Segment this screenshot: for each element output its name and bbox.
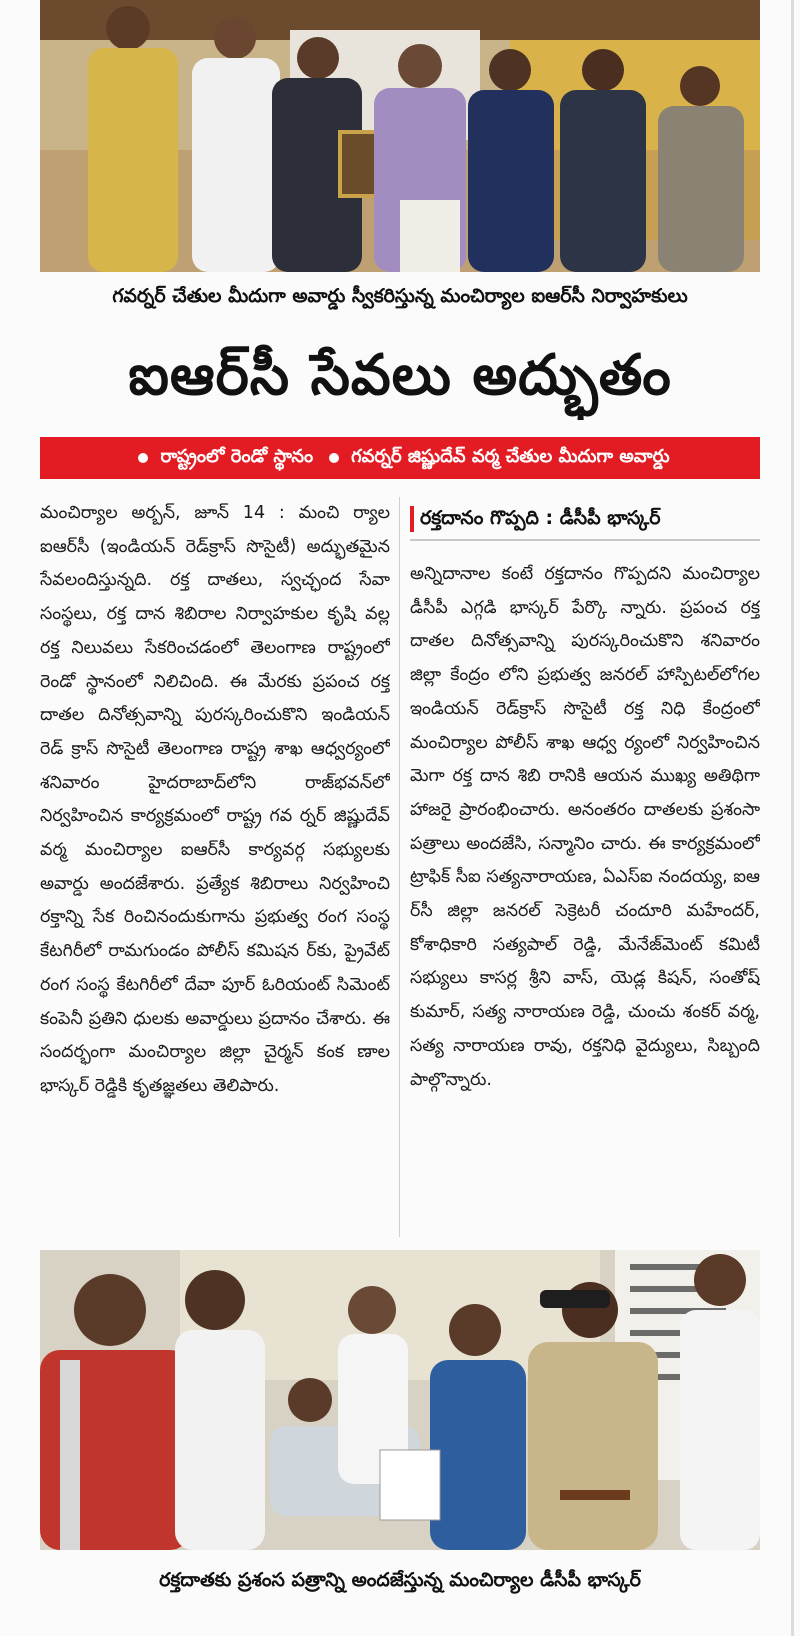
left-column	[40, 497, 390, 1237]
bullet-icon	[329, 453, 339, 463]
page-edge	[791, 0, 794, 1636]
bullet-icon	[138, 453, 148, 463]
column-divider	[399, 497, 400, 1237]
right-subheading	[410, 497, 760, 541]
bottom-photo-caption: రక్తదాతకు ప్రశంస పత్రాన్ని అందజేస్తున్న మంచిర్యాల డీసీపీ భాస్కర్	[159, 1569, 641, 1591]
award-ceremony-photo	[40, 0, 760, 272]
highlight-item: రాష్ట్రంలో రెండో స్థానం	[160, 445, 314, 467]
highlight-item: గవర్నర్ జిష్ణుదేవ్ వర్మ చేతుల మీదుగా అవార్డు	[351, 445, 670, 467]
right-column	[410, 558, 760, 1238]
subhead-marker	[410, 506, 414, 532]
highlight-bar	[40, 437, 760, 479]
left-column-text: మంచిర్యాల అర్బన్, జూన్ 14 : మంచి ర్యాల ఐఆర్‌సీ (ఇండియన్ రెడ్‌క్రాస్ సొసైటీ) అద్భుతమైన సేవలందిస్తున్నది. రక్త దాతలు, స్వచ్ఛంద సేవా సంస్థలు, రక్త దాన శిబిరాల నిర్వాహకుల కృషి వల్ల రక్త నిలువలు సేకరించడంలో తెలంగాణ రాష్ట్రంలో రెండో స్థానంలో నిలిచింది. ఈ మేరకు ప్రపంచ రక్త దాతల దినోత్సవాన్ని పురస్కరించుకొని ఇండియన్ రెడ్ క్రాస్ సొసైటీ తెలంగాణ రాష్ట్ర శాఖ ఆధ్వర్యంలో శనివారం హైదరాబాద్‌లోని రాజ్‌భవన్‌లో నిర్వహించిన కార్యక్రమంలో రాష్ట్ర గవ ర్నర్ జిష్ణుదేవ్ వర్మ మంచిర్యాల ఐఆర్‌సీ కార్యవర్గ సభ్యులకు అవార్డు అందజేశారు. ప్రత్యేక శిబిరాలు నిర్వహించి రక్తాన్ని సేక రించినందుకుగాను ప్రభుత్వ రంగ సంస్థ కేటగిరీలో రామగుండం పోలీస్ కమిషన ర్‌కు, ప్రైవేట్ రంగ సంస్థ కేటగిరీలో దేవా పూర్ ఓరియంట్ సిమెంట్ కంపెనీ ప్రతిని ధులకు అవార్డులు ప్రదానం చేశారు. ఈ సందర్భంగా మంచిర్యాల జిల్లా చైర్మన్ కంక ణాల భాస్కర్ రెడ్డికి కృతజ్ఞతలు తెలిపారు.	[40, 503, 390, 1096]
blood-donation-photo	[40, 1250, 760, 1550]
headline: ఐఆర్‌సీ సేవలు అద్భుతం	[128, 343, 672, 408]
right-subheading-text: రక్తదానం గొప్పది : డీసీపీ భాస్కర్	[420, 507, 661, 529]
top-photo-caption: గవర్నర్ చేతుల మీదుగా అవార్డు స్వీకరిస్తున్న మంచిర్యాల ఐఆర్‌సీ నిర్వాహకులు	[112, 285, 688, 307]
right-column-text: అన్నిదానాల కంటే రక్తదానం గొప్పదని మంచిర్యాల డీసీపీ ఎగ్గడి భాస్కర్ పేర్కొ న్నారు. ప్రపంచ రక్త దాతల దినోత్సవాన్ని పురస్కరించుకొని శనివారం జిల్లా కేంద్రం లోని ప్రభుత్వ జనరల్ హాస్పిటల్‌లోగల ఇండియన్ రెడ్‌క్రాస్ సొసైటీ రక్త నిధి కేంద్రంలో మంచిర్యాల పోలీస్ శాఖ ఆధ్వ ర్యంలో నిర్వహించిన మెగా రక్త దాన శిబి రానికి ఆయన ముఖ్య అతిథిగా హాజరై ప్రారంభించారు. అనంతరం దాతలకు ప్రశంసా పత్రాలు అందజేసి, సన్మానిం చారు. ఈ కార్యక్రమంలో ట్రాఫిక్ సీఐ సత్యనారాయణ, ఏఎస్ఐ నందయ్య, ఐఆ ర్‌సీ జిల్లా జనరల్ సెక్రెటరీ చందూరి మహేందర్, కోశాధికారి సత్యపాల్ రెడ్డి, మేనేజ్‌మెంట్ కమిటీ సభ్యులు కాసర్ల శ్రీని వాస్, యెడ్ల కిషన్, సంతోష్ కుమార్, సత్య నారాయణ రెడ్డి, చుంచు శంకర్ వర్మ, సత్య నారాయణ రావు, రక్తనిధి వైద్యులు, సిబ్బంది పాల్గొన్నారు.	[410, 564, 760, 1090]
